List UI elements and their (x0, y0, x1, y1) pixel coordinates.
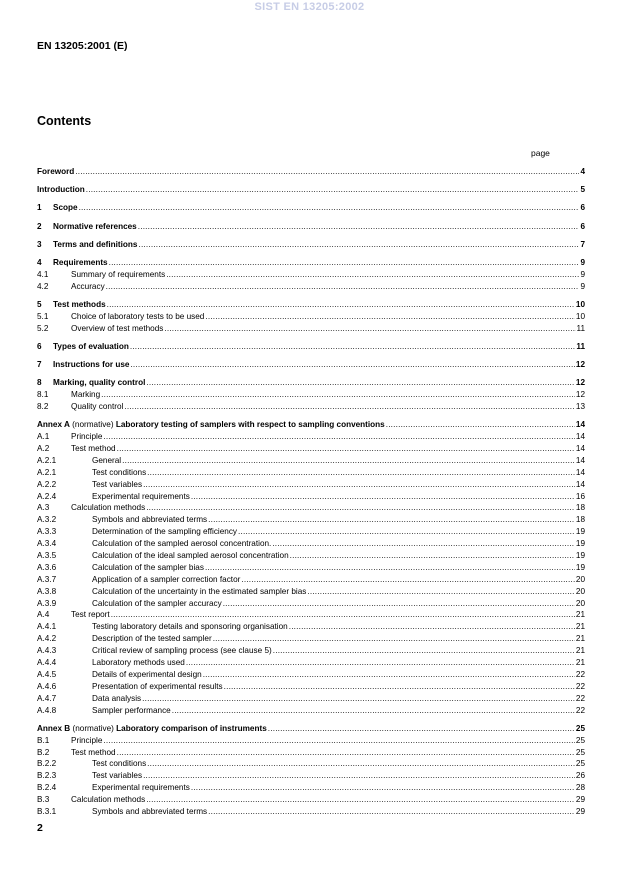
toc-entry-number: 2 (37, 221, 42, 231)
toc-entry-label: Data analysis (92, 693, 142, 703)
toc-entry-label: Test method (71, 747, 116, 757)
dot-leader (223, 598, 575, 610)
annex-title: Laboratory comparison of instruments (116, 723, 267, 733)
toc-entry[interactable] (37, 806, 585, 818)
toc-entry[interactable] (37, 221, 585, 233)
annex-note: (normative) (70, 723, 117, 733)
toc-entry-label: Testing laboratory details and sponsoring organisation (92, 622, 288, 632)
toc-entry-label: Test variables (92, 771, 143, 781)
toc-entry-number: A.4.3 (37, 646, 57, 656)
toc-entry-number: 8.2 (37, 402, 49, 412)
toc-entry[interactable] (37, 758, 585, 770)
dot-leader (224, 681, 575, 693)
toc-entry[interactable] (37, 633, 585, 645)
toc-entry-page: 25 (575, 723, 585, 733)
toc-entry-number: 8.1 (37, 390, 49, 400)
toc-entry-number: A.3.4 (37, 539, 57, 549)
toc-entry[interactable] (37, 657, 585, 669)
toc-entry-number: A.2.4 (37, 491, 57, 501)
toc-entry-number: B.2.2 (37, 759, 57, 769)
dot-leader (130, 341, 576, 353)
toc-entry-label: Test methods (53, 299, 106, 309)
toc-entry[interactable] (37, 669, 585, 681)
toc-entry-number: A.3.8 (37, 586, 57, 596)
dot-leader (268, 723, 575, 735)
toc-entry-number: A.4.1 (37, 622, 57, 632)
toc-entry-page: 10 (575, 299, 585, 309)
dot-leader (191, 782, 575, 794)
toc-entry[interactable] (37, 574, 585, 586)
page-number: 2 (37, 822, 43, 834)
toc-entry-page: 14 (575, 432, 585, 442)
toc-entry-label: Description of the tested sampler (92, 634, 212, 644)
toc-entry[interactable] (37, 693, 585, 705)
toc-entry-label: Experimental requirements (92, 491, 190, 501)
toc-entry-number: A.3.9 (37, 598, 57, 608)
toc-entry-page: 19 (575, 527, 585, 537)
toc-entry-label: Calculation of the sampler bias (92, 562, 204, 572)
toc-entry[interactable] (37, 645, 585, 657)
annex-title: Laboratory testing of samplers with respect to sampling conventions (115, 420, 385, 430)
toc-entry-page: 12 (575, 390, 585, 400)
dot-leader (86, 184, 580, 196)
dot-leader (191, 491, 575, 503)
toc-entry[interactable] (37, 269, 585, 281)
dot-leader (273, 645, 575, 657)
toc-entry-number: 4 (37, 257, 42, 267)
toc-entry-label: Normative references (53, 221, 137, 231)
toc-entry-page: 21 (575, 622, 585, 632)
dot-leader (203, 669, 575, 681)
toc-entry[interactable] (37, 526, 585, 538)
dot-leader (272, 538, 575, 550)
toc-entry-label: Application of a sampler correction factor (92, 574, 241, 584)
page-column-header: page (531, 148, 550, 158)
toc-entry-page: 16 (575, 491, 585, 501)
toc-entry-number: A.2.2 (37, 479, 57, 489)
toc-entry-number: A.3.3 (37, 527, 57, 537)
toc-entry-label: Accuracy (71, 281, 105, 291)
table-of-contents (37, 166, 585, 818)
toc-entry-page: 14 (575, 420, 585, 430)
toc-entry-label: Test method (71, 444, 116, 453)
dot-leader (143, 770, 575, 782)
toc-entry[interactable] (37, 550, 585, 562)
toc-entry[interactable] (37, 443, 585, 455)
toc-entry-page: 22 (575, 681, 585, 691)
toc-entry-page: 19 (575, 539, 585, 549)
dot-leader (75, 166, 579, 178)
toc-entry-page: 25 (575, 759, 585, 769)
toc-entry-number: 1 (37, 203, 42, 213)
toc-entry[interactable] (37, 538, 585, 550)
toc-entry-label: Foreword (37, 167, 75, 176)
toc-entry-number: A.3.7 (37, 574, 57, 584)
toc-entry[interactable] (37, 770, 585, 782)
toc-entry-number: B.2 (37, 747, 50, 757)
toc-entry-page: 20 (575, 574, 585, 584)
toc-entry-label: Presentation of experimental results (92, 681, 223, 691)
toc-entry-page: 21 (575, 610, 585, 620)
toc-entry[interactable] (37, 747, 585, 759)
toc-entry-label: Test variables (92, 479, 143, 489)
toc-entry-page: 21 (575, 646, 585, 656)
dot-leader (146, 794, 575, 806)
toc-entry-number: A.4.2 (37, 634, 57, 644)
toc-entry-number: B.2.3 (37, 771, 57, 781)
toc-entry-label: Terms and definitions (53, 239, 138, 249)
dot-leader (103, 431, 574, 443)
toc-entry[interactable] (37, 202, 585, 214)
toc-entry-number: A.4.6 (37, 681, 57, 691)
toc-entry-label: Introduction (37, 185, 85, 195)
toc-entry[interactable] (37, 281, 585, 293)
toc-entry-label: Critical review of sampling process (see clause 5) (92, 646, 272, 656)
toc-entry-page: 4 (580, 167, 585, 176)
toc-entry-page: 20 (575, 586, 585, 596)
annex-prefix: Annex B (37, 723, 71, 733)
toc-entry-label: Marking, quality control (53, 378, 146, 388)
dot-leader (146, 502, 575, 514)
toc-entry[interactable] (37, 735, 585, 747)
toc-entry[interactable] (37, 166, 585, 178)
dot-leader (213, 633, 575, 645)
toc-entry-page: 9 (580, 257, 585, 267)
dot-leader (106, 281, 580, 293)
dot-leader (386, 419, 575, 431)
toc-entry-label: Types of evaluation (53, 341, 129, 351)
toc-entry[interactable] (37, 514, 585, 526)
toc-entry[interactable] (37, 609, 585, 621)
dot-leader (147, 758, 575, 770)
toc-entry[interactable] (37, 479, 585, 491)
toc-entry[interactable] (37, 794, 585, 806)
toc-entry-page: 14 (575, 455, 585, 465)
toc-entry-page: 20 (575, 598, 585, 608)
toc-entry-label: Principle (71, 432, 103, 442)
dot-leader (166, 269, 579, 281)
toc-entry-label: Symbols and abbreviated terms (92, 807, 208, 817)
toc-entry-number: 4.1 (37, 269, 49, 279)
toc-entry-number: B.1 (37, 735, 50, 745)
toc-entry[interactable] (37, 681, 585, 693)
toc-entry-number: 8 (37, 378, 42, 388)
toc-entry-page: 6 (580, 221, 585, 231)
toc-entry-label: Laboratory methods used (92, 658, 185, 668)
dot-leader (101, 389, 575, 401)
dot-leader (205, 562, 575, 574)
toc-entry-label: Calculation of the uncertainty in the estimated sampler bias (92, 586, 307, 596)
toc-entry-page: 22 (575, 669, 585, 679)
dot-leader (238, 526, 575, 538)
toc-entry-page: 7 (580, 239, 585, 249)
toc-entry-page: 19 (575, 551, 585, 561)
dot-leader (172, 705, 575, 717)
toc-entry-label: Choice of laboratory tests to be used (71, 311, 205, 321)
toc-entry[interactable] (37, 257, 585, 269)
dot-leader (138, 221, 580, 233)
watermark: SIST EN 13205:2002 (254, 1, 365, 13)
toc-entry-number: 7 (37, 360, 42, 370)
dot-leader (117, 747, 575, 759)
toc-entry[interactable] (37, 311, 585, 323)
dot-leader (138, 239, 579, 251)
toc-entry-page: 19 (575, 562, 585, 572)
dot-leader (241, 574, 575, 586)
toc-entry-number: A.2.1 (37, 455, 57, 465)
dot-leader (142, 693, 575, 705)
toc-entry[interactable] (37, 467, 585, 479)
toc-entry-number: A.3.5 (37, 551, 57, 561)
dot-leader (186, 657, 575, 669)
toc-entry-page: 28 (575, 783, 585, 793)
dot-leader (208, 514, 575, 526)
toc-entry[interactable] (37, 341, 585, 353)
dot-leader (143, 479, 575, 491)
toc-entry-number: 6 (37, 341, 42, 351)
dot-leader (122, 455, 575, 467)
toc-entry-label: Test conditions (92, 759, 147, 769)
toc-entry-label: Overview of test methods (71, 323, 164, 333)
toc-entry-page: 14 (575, 467, 585, 477)
toc-entry-label: Sampler performance (92, 705, 171, 715)
toc-entry-label: Marking (71, 390, 101, 400)
toc-entry-label: Instructions for use (53, 360, 130, 370)
toc-entry-number: A.3.2 (37, 515, 57, 525)
document-id: EN 13205:2001 (E) (37, 40, 128, 52)
toc-entry-number: A.4.4 (37, 658, 57, 668)
toc-entry-label: Scope (53, 203, 78, 213)
toc-entry-page: 18 (575, 503, 585, 513)
toc-entry-page: 18 (575, 515, 585, 525)
toc-entry-number: A.4 (37, 610, 50, 620)
toc-entry[interactable] (37, 598, 585, 610)
toc-entry-number: A.3 (37, 503, 50, 513)
toc-entry-number: A.2.1 (37, 467, 57, 477)
toc-entry-label: Quality control (71, 402, 124, 412)
toc-entry[interactable] (37, 455, 585, 467)
toc-entry-number: B.3.1 (37, 807, 57, 817)
toc-entry-label: Calculation of the sampled aerosol concentration. (92, 539, 272, 549)
toc-entry[interactable] (37, 502, 585, 514)
toc-entry[interactable] (37, 389, 585, 401)
dot-leader (117, 443, 575, 455)
annex-note: (normative) (69, 420, 116, 430)
dot-leader (208, 806, 575, 818)
toc-entry-page: 12 (575, 360, 585, 370)
toc-entry[interactable] (37, 431, 585, 443)
toc-entry-label: Summary of requirements (71, 269, 166, 279)
dot-leader (107, 299, 575, 311)
toc-entry[interactable] (37, 184, 585, 196)
toc-entry[interactable] (37, 586, 585, 598)
toc-entry-page: 9 (580, 281, 585, 291)
toc-entry[interactable] (37, 723, 585, 735)
toc-entry-label: Calculation of the sampler accuracy (92, 598, 222, 608)
toc-entry[interactable] (37, 491, 585, 503)
toc-entry[interactable] (37, 705, 585, 717)
toc-entry-page: 13 (575, 402, 585, 412)
toc-entry-number: 3 (37, 239, 42, 249)
toc-entry-page: 14 (575, 444, 585, 453)
toc-entry-page: 6 (580, 203, 585, 213)
dot-leader (109, 257, 580, 269)
toc-entry-number: A.3.6 (37, 562, 57, 572)
toc-entry-number: A.4.5 (37, 669, 57, 679)
toc-entry-number: B.3 (37, 795, 50, 805)
toc-entry-number: B.2.4 (37, 783, 57, 793)
toc-entry[interactable] (37, 621, 585, 633)
toc-entry-page: 9 (580, 269, 585, 279)
toc-entry[interactable] (37, 239, 585, 251)
toc-entry-page: 29 (575, 807, 585, 817)
toc-entry-label: Symbols and abbreviated terms (92, 515, 208, 525)
toc-entry[interactable] (37, 562, 585, 574)
toc-entry-label: General (92, 455, 122, 465)
toc-entry-label (37, 419, 385, 431)
dot-leader (79, 202, 580, 214)
toc-entry-page: 11 (576, 323, 585, 333)
toc-entry-page: 12 (575, 378, 585, 388)
toc-entry[interactable] (37, 782, 585, 794)
toc-entry-number: 5.2 (37, 323, 49, 333)
toc-entry-number: A.4.8 (37, 705, 57, 715)
toc-entry-label: Principle (71, 735, 103, 745)
toc-entry[interactable] (37, 377, 585, 389)
toc-entry-page: 26 (575, 771, 585, 781)
dot-leader (307, 586, 575, 598)
page-title: Contents (37, 114, 92, 128)
toc-entry[interactable] (37, 323, 585, 335)
toc-entry-label (37, 723, 267, 735)
toc-entry-number: 4.2 (37, 281, 49, 291)
toc-entry-label: Test report (71, 610, 110, 620)
dot-leader (130, 359, 574, 371)
toc-entry-label: Experimental requirements (92, 783, 190, 793)
toc-entry[interactable] (37, 299, 585, 311)
toc-entry-page: 22 (575, 705, 585, 715)
dot-leader (124, 401, 575, 413)
toc-entry-label: Calculation of the ideal sampled aerosol concentration (92, 551, 289, 561)
toc-entry[interactable] (37, 419, 585, 431)
toc-entry-page: 11 (576, 341, 585, 351)
toc-entry-number: A.4.7 (37, 693, 57, 703)
toc-entry-page: 25 (575, 747, 585, 757)
toc-entry-page: 22 (575, 693, 585, 703)
dot-leader (103, 735, 574, 747)
dot-leader (205, 311, 575, 323)
toc-entry[interactable] (37, 359, 585, 371)
toc-entry-label: Requirements (53, 257, 108, 267)
dot-leader (147, 467, 575, 479)
toc-entry-number: 5 (37, 299, 42, 309)
annex-prefix: Annex A (37, 420, 70, 430)
toc-entry-page: 10 (575, 311, 585, 321)
dot-leader (289, 621, 575, 633)
toc-entry-page: 29 (575, 795, 585, 805)
toc-entry-label: Determination of the sampling efficiency (92, 527, 238, 537)
toc-entry-label: Calculation methods (71, 503, 146, 513)
toc-entry-page: 21 (575, 634, 585, 644)
dot-leader (111, 609, 575, 621)
toc-entry-page: 25 (575, 735, 585, 745)
toc-entry-number: A.1 (37, 432, 50, 442)
toc-entry[interactable] (37, 401, 585, 413)
toc-entry-label: Details of experimental design (92, 669, 202, 679)
toc-entry-page: 14 (575, 479, 585, 489)
toc-entry-page: 5 (580, 185, 585, 195)
toc-entry-number: A.2 (37, 444, 50, 453)
toc-entry-page: 21 (575, 658, 585, 668)
dot-leader (164, 323, 575, 335)
toc-entry-label: Calculation methods (71, 795, 146, 805)
dot-leader (146, 377, 575, 389)
toc-entry-number: 5.1 (37, 311, 49, 321)
toc-entry-label: Test conditions (92, 467, 147, 477)
dot-leader (290, 550, 575, 562)
